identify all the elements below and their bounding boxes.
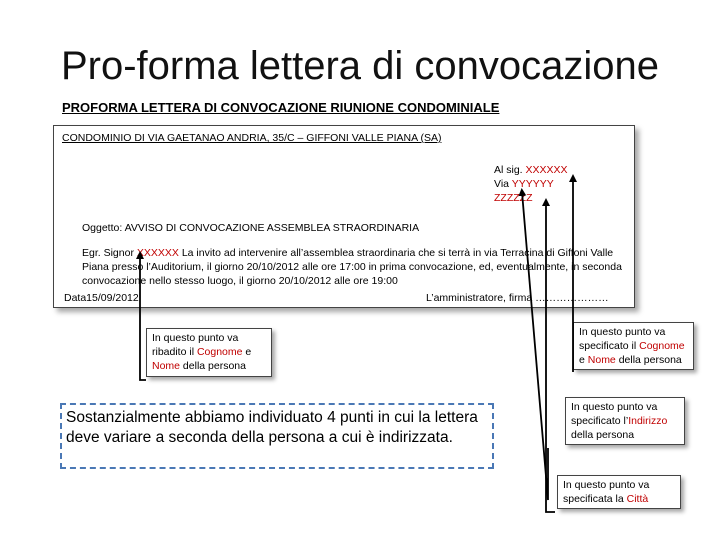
arrow-body-name <box>140 255 146 380</box>
callout-body-name-name: Nome <box>152 360 181 372</box>
recipient-name-placeholder: XXXXXX <box>525 164 568 176</box>
callout-recipient-name-tail: della persona <box>615 354 682 366</box>
callout-body-name-text: In questo punto va ribadito il <box>152 332 239 358</box>
callout-address-keyword: Indirizzo <box>628 415 668 427</box>
callout-address-tail: della persona <box>571 429 635 441</box>
letter-header: CONDOMINIO DI VIA GAETANAO ANDRIA, 35/C – GIFFONI VALLE PIANA (SA) <box>62 132 442 144</box>
callout-recipient-name-and: e <box>579 354 588 366</box>
recipient-name-prefix: Al sig. <box>494 164 526 176</box>
callout-recipient-name-text: In questo punto va specificato il <box>579 326 666 352</box>
callout-body-name-tail: della persona <box>180 360 246 372</box>
recipient-city-placeholder: ZZZZZZ <box>494 192 533 204</box>
callout-recipient-name-surname: Cognome <box>639 340 685 352</box>
arrow-address <box>522 192 548 500</box>
letter-body-text: La invito ad intervenire all’assemblea straordinaria che si terrà in via Terracina di Giffoni Valle Piana presso l’Auditorium, il giorno 20/10/2012 alle ore 17:00 in prima convocazione, ed, eventualmente, in seconda convocazione nello stesso luogo, il giorno 20/10/2012 alle ore 19:00 <box>82 247 622 287</box>
summary-box: Sostanzialmente abbiamo individuato 4 punti in cui la lettera deve variare a seconda della persona a cui è indirizzata. <box>60 403 494 469</box>
letter-subject: Oggetto: AVVISO DI CONVOCAZIONE ASSEMBLEA STRAORDINARIA <box>82 222 420 234</box>
body-name-placeholder: XXXXXX <box>136 247 179 259</box>
letter-greeting: Egr. Signor <box>82 247 137 259</box>
letter-date: Data15/09/2012 <box>64 292 139 304</box>
recipient-address-prefix: Via <box>494 178 512 190</box>
letter-signature: L’amministratore, firma ………………… <box>426 292 609 304</box>
slide-title: Pro-forma lettera di convocazione <box>60 44 660 88</box>
callout-body-name-surname: Cognome <box>196 346 243 358</box>
callout-city-keyword: Città <box>626 493 649 505</box>
callout-body-name-and: e <box>242 346 252 358</box>
callout-recipient-name-name: Nome <box>587 354 616 366</box>
recipient-address-placeholder: YYYYYY <box>511 178 554 190</box>
letter-subtitle: PROFORMA LETTERA DI CONVOCAZIONE RIUNIONE CONDOMINIALE <box>62 100 500 115</box>
callout-city-text: In questo punto va specificata la <box>563 479 650 505</box>
callout-address-text: In questo punto va specificato l’ <box>571 401 658 427</box>
